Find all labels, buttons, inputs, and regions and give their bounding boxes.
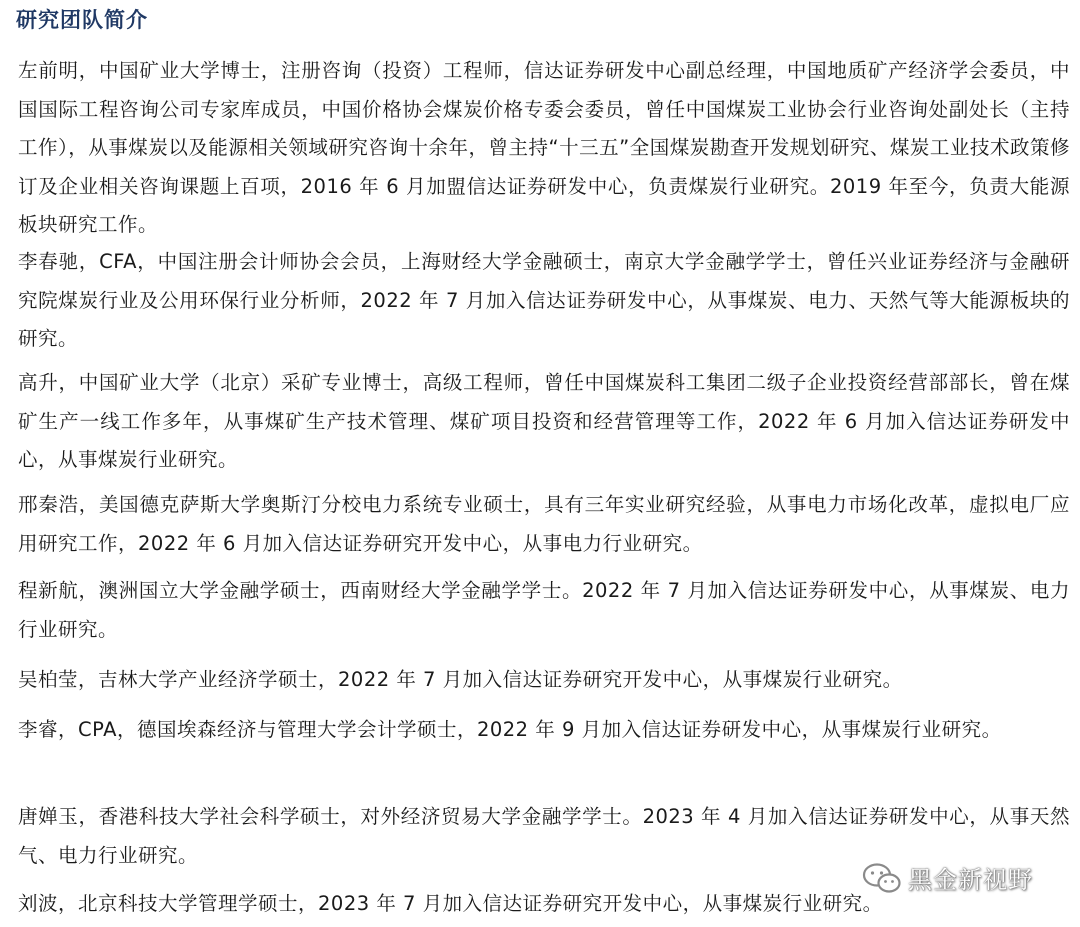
bio-paragraph: 左前明，中国矿业大学博士，注册咨询（投资）工程师，信达证券研发中心副总经理，中国地质矿产经济学会委员，中国国际工程咨询公司专家库成员，中国价格协会煤炭价格专委会委员，曾任中国煤炭工业协会行业咨询处副处长（主持工作），从事煤炭以及能源相关领域研究咨询十余年，曾主持“十三五”全国煤炭勘查开发规划研究、煤炭工业技术政策修订及企业相关咨询课题上百项，2016 年 6 月加盟信达证券研发中心，负责煤炭行业研究。2019 年至今，负责大能源板块研究工作。 xyxy=(18,59,1070,236)
wechat-icon xyxy=(862,861,902,895)
bio-paragraph: 吴柏莹，吉林大学产业经济学硕士，2022 年 7 月加入信达证券研究开发中心，从事煤炭行业研究。 xyxy=(18,668,903,691)
watermark xyxy=(862,860,1033,895)
bio-paragraph: 程新航，澳洲国立大学金融学硕士，西南财经大学金融学学士。2022 年 7 月加入信达证券研发中心，从事煤炭、电力行业研究。 xyxy=(18,579,1070,641)
watermark-text: 黑金新视野 xyxy=(908,866,1033,894)
section-title: 研究团队简介 xyxy=(16,8,148,32)
bio-paragraph: 李春驰，CFA，中国注册会计师协会会员，上海财经大学金融硕士，南京大学金融学学士，曾任兴业证券经济与金融研究院煤炭行业及公用环保行业分析师，2022 年 7 月加入信达证券研发中心，从事煤炭、电力、天然气等大能源板块的研究。 xyxy=(18,250,1070,350)
bio-paragraph: 邢秦浩，美国德克萨斯大学奥斯汀分校电力系统专业硕士，具有三年实业研究经验，从事电力市场化改革，虚拟电厂应用研究工作，2022 年 6 月加入信达证券研究开发中心，从事电力行业研究。 xyxy=(18,493,1070,555)
bio-paragraph: 李睿，CPA，德国埃森经济与管理大学会计学硕士，2022 年 9 月加入信达证券研发中心，从事煤炭行业研究。 xyxy=(18,718,1002,741)
bio-paragraph: 刘波，北京科技大学管理学硕士，2023 年 7 月加入信达证券研究开发中心，从事煤炭行业研究。 xyxy=(18,892,883,915)
bio-paragraph: 唐婵玉，香港科技大学社会科学硕士，对外经济贸易大学金融学学士。2023 年 4 月加入信达证券研发中心，从事天然气、电力行业研究。 xyxy=(18,805,1070,867)
bio-paragraph: 高升，中国矿业大学（北京）采矿专业博士，高级工程师，曾任中国煤炭科工集团二级子企业投资经营部部长，曾在煤矿生产一线工作多年，从事煤矿生产技术管理、煤矿项目投资和经营管理等工作，2022 年 6 月加入信达证券研发中心，从事煤炭行业研究。 xyxy=(18,371,1070,471)
